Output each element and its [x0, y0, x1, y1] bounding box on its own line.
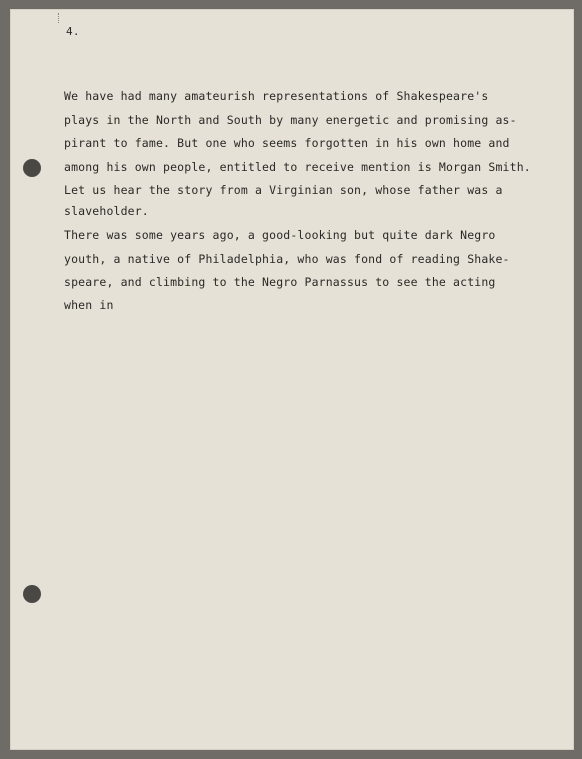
text-line-7: There was some years ago, a good-looking but quite dark Negro: [64, 228, 496, 242]
text-line-1: We have had many amateurish representations of Shakespeare's: [64, 89, 489, 103]
punch-hole-bottom: [23, 585, 41, 603]
text-line-2: plays in the North and South by many energetic and promising as-: [64, 113, 517, 127]
document-page: [10, 9, 574, 750]
punch-hole-top: [23, 159, 41, 177]
text-line-6: slaveholder.: [64, 204, 149, 218]
text-line-10: when in: [64, 298, 114, 312]
text-line-8: youth, a native of Philadelphia, who was fond of reading Shake-: [64, 252, 510, 266]
text-line-9: speare, and climbing to the Negro Parnassus to see the acting: [64, 275, 496, 289]
text-line-5: Let us hear the story from a Virginian son, whose father was a: [64, 183, 503, 197]
pencil-mark: [58, 13, 61, 23]
page-number: 4.: [66, 25, 80, 38]
text-line-4: among his own people, entitled to receive mention is Morgan Smith.: [64, 160, 531, 174]
text-line-3: pirant to fame. But one who seems forgotten in his own home and: [64, 136, 510, 150]
